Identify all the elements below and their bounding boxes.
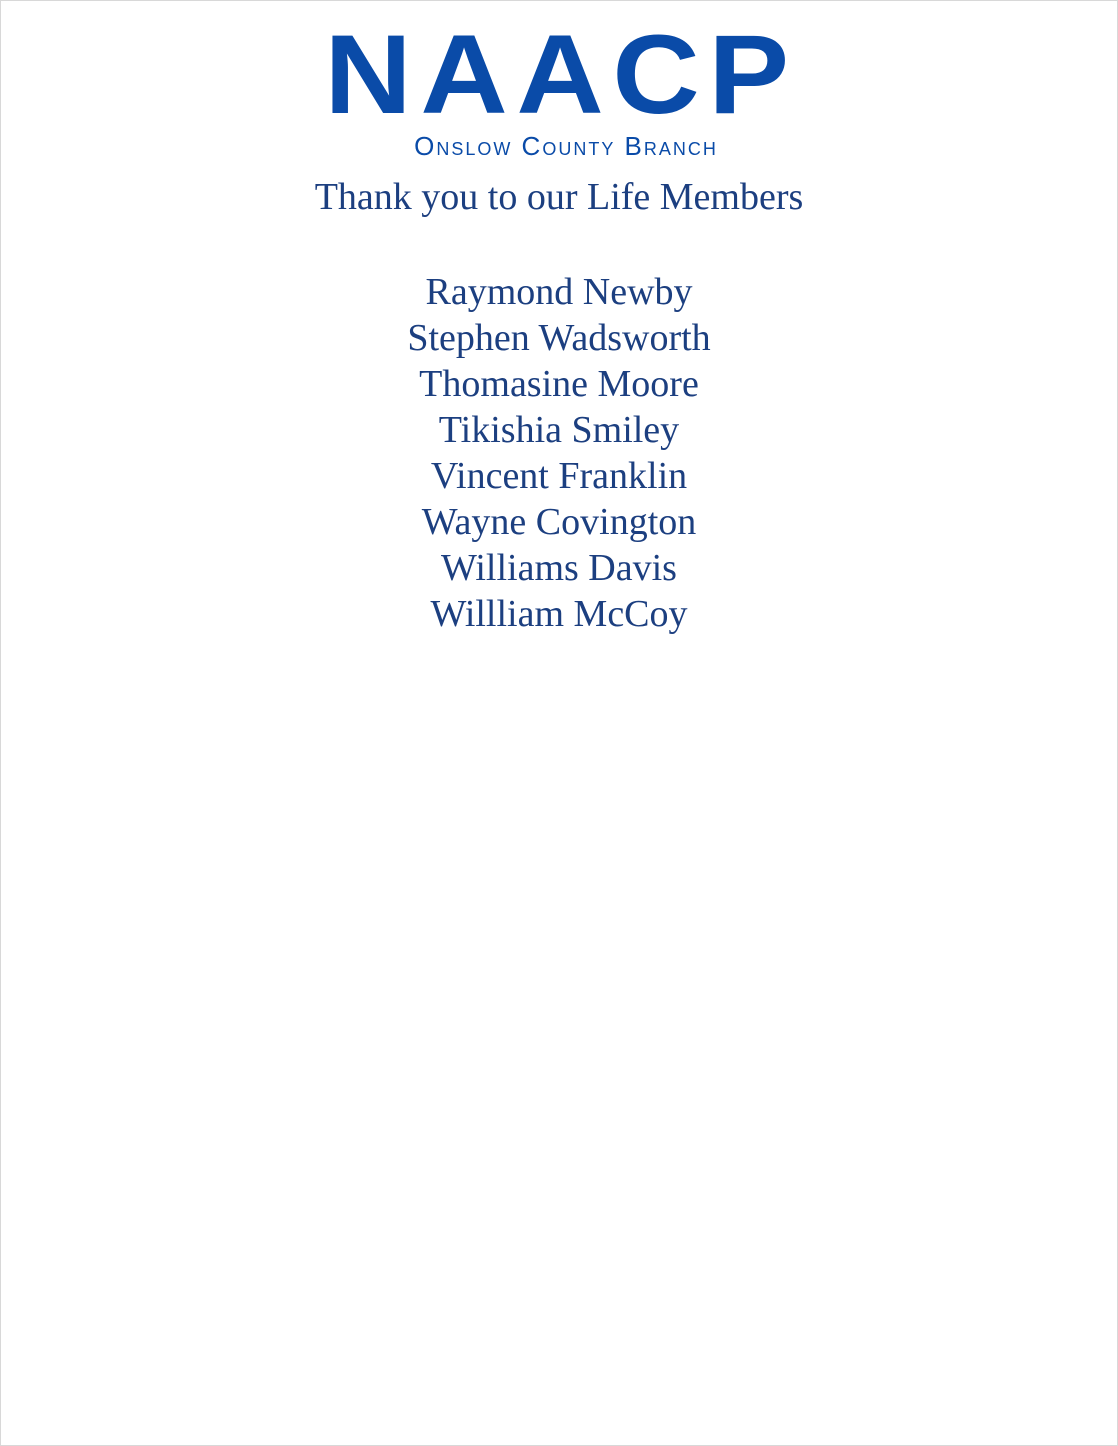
list-item: Wayne Covington xyxy=(421,501,697,543)
list-item: Raymond Newby xyxy=(425,271,693,313)
list-item: Vincent Franklin xyxy=(430,455,688,497)
list-item: Williams Davis xyxy=(441,547,677,589)
list-item: Thomasine Moore xyxy=(419,363,699,405)
logo-subtitle: Onslow County Branch xyxy=(414,131,718,161)
naacp-logo xyxy=(1,12,1117,161)
list-item: Stephen Wadsworth xyxy=(407,317,711,359)
list-item: Tikishia Smiley xyxy=(438,409,680,451)
logo-wordmark: NAACP xyxy=(324,12,798,137)
member-list xyxy=(1,269,1117,637)
list-item: Willliam McCoy xyxy=(430,593,688,635)
page-heading: Thank you to our Life Members xyxy=(314,176,804,218)
